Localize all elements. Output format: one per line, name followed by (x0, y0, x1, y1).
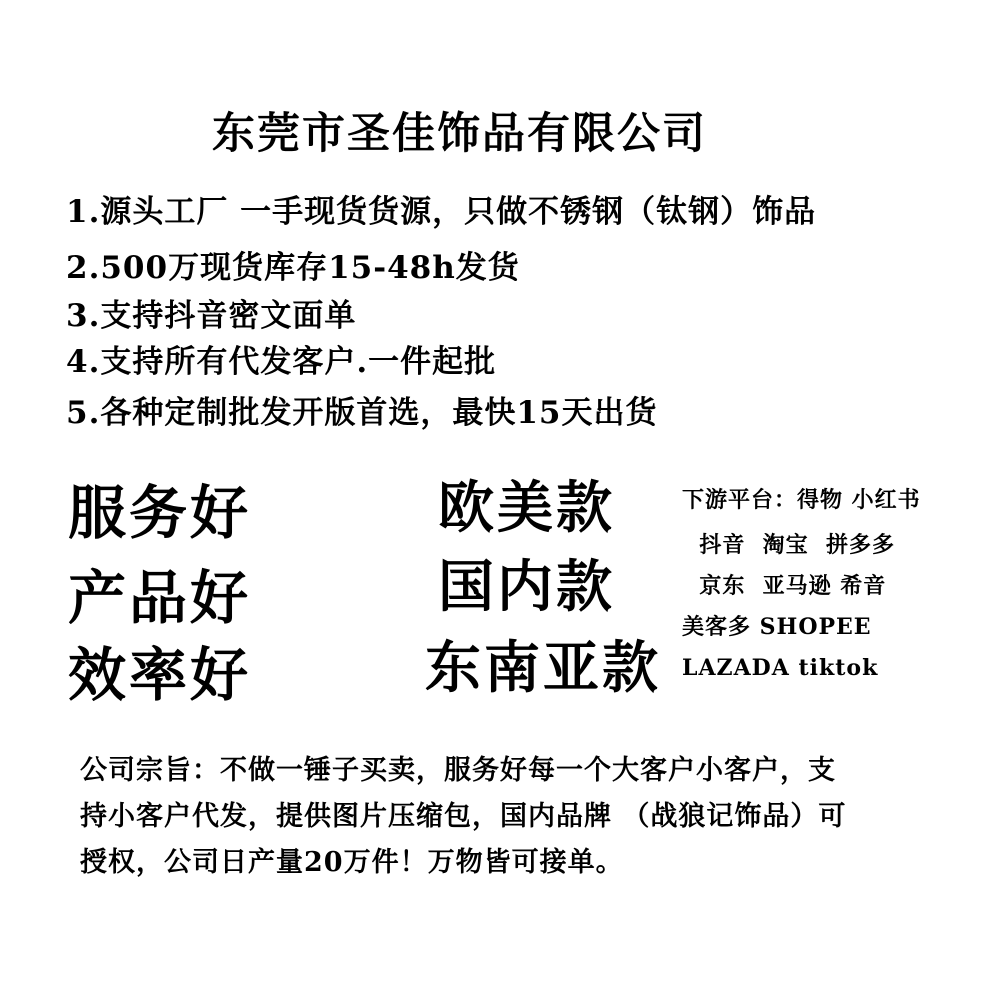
feature-line-5: 5.各种定制批发开版首选，最快15天出货 (66, 395, 658, 431)
company-title: 东莞市圣佳饰品有限公司 (212, 109, 707, 159)
platform-line-3: 京东 亚马逊 希音 (682, 573, 887, 599)
feature-line-2: 2.500万现货库存15-48h发货 (66, 250, 520, 286)
slogan-product: 产品好 (68, 564, 252, 632)
feature-line-1: 1.源头工厂 一手现货货源，只做不锈钢（钛钢）饰品 (66, 194, 817, 230)
mission-line-2: 持小客户代发，提供图片压缩包，国内品牌 （战狼记饰品）可 (80, 801, 847, 832)
feature-line-4: 4.支持所有代发客户.一件起批 (66, 344, 497, 380)
style-western: 欧美款 (438, 476, 615, 541)
platform-line-5: LAZADA tiktok (682, 655, 879, 681)
platform-line-1: 下游平台：得物 小红书 (682, 487, 921, 513)
mission-line-3: 授权，公司日产量20万件！万物皆可接单。 (80, 847, 624, 878)
style-domestic: 国内款 (438, 555, 615, 620)
company-mission (80, 748, 970, 886)
slogan-efficiency: 效率好 (68, 641, 252, 709)
platform-line-4: 美客多 SHOPEE (682, 614, 872, 640)
feature-line-3: 3.支持抖音密文面单 (66, 298, 357, 334)
style-southeast-asia: 东南亚款 (425, 636, 661, 701)
platform-line-2: 抖音 淘宝 拼多多 (682, 532, 895, 558)
mission-line-1: 公司宗旨：不做一锤子买卖，服务好每一个大客户小客户，支 (80, 755, 836, 786)
slogan-service: 服务好 (68, 479, 252, 547)
